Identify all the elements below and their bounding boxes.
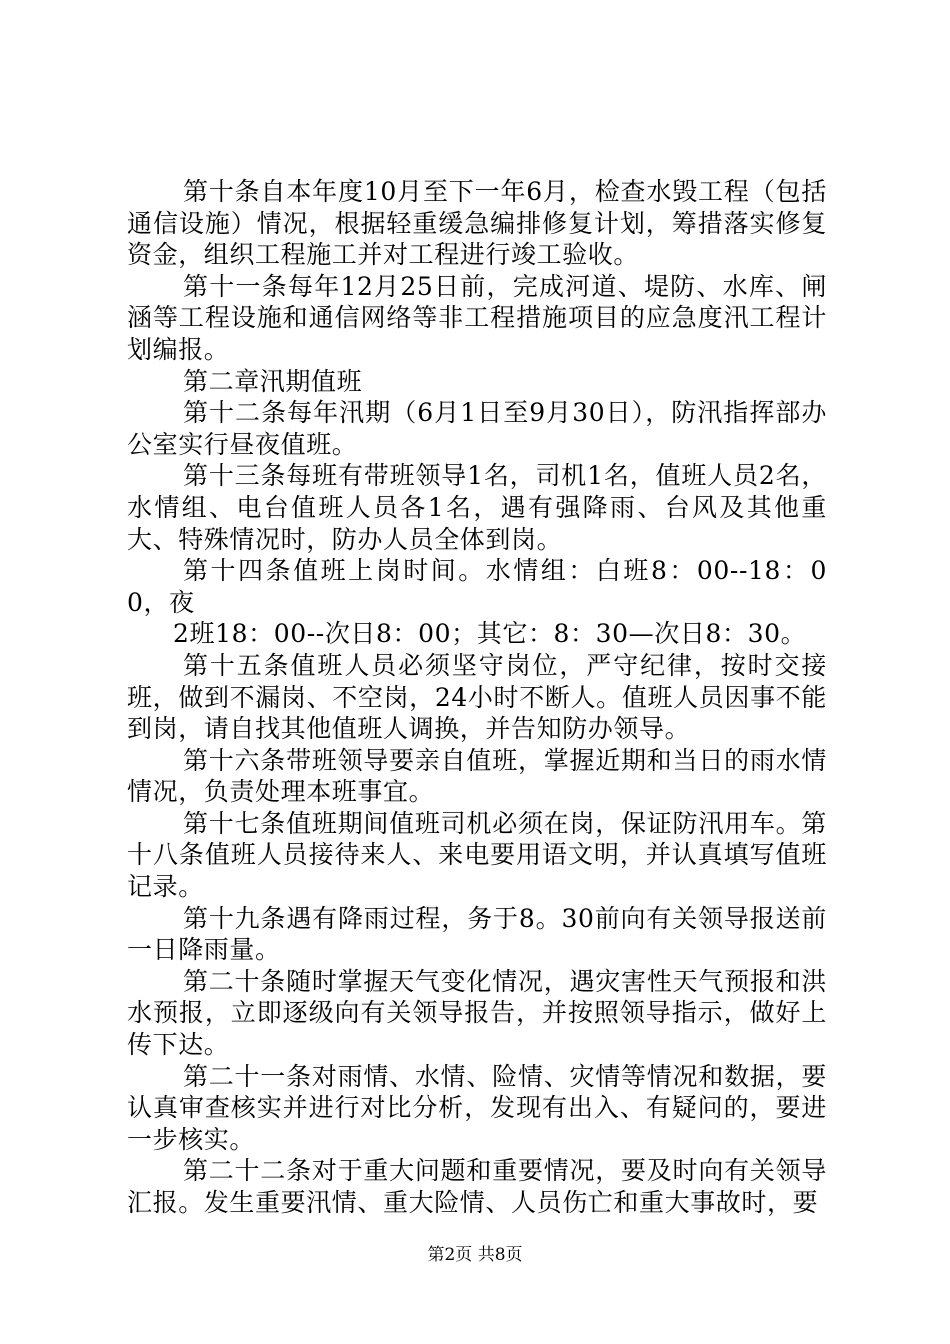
paragraph-article-11: 第十一条每年12月25日前，完成河道、堤防、水库、闸涵等工程设施和通信网络等非工程措施项目的应急度汛工程计划编报。 <box>127 271 827 364</box>
paragraph-article-16: 第十六条带班领导要亲自值班，掌握近期和当日的雨水情情况，负责处理本班事宜。 <box>127 745 827 807</box>
paragraph-article-10: 第十条自本年度10月至下一年6月，检查水毁工程（包括通信设施）情况，根据轻重缓急编排修复计划，筹措落实修复资金，组织工程施工并对工程进行竣工验收。 <box>127 177 827 270</box>
paragraph-article-17-18: 第十七条值班期间值班司机必须在岗，保证防汛用车。第十八条值班人员接待来人、来电要用语文明，并认真填写值班记录。 <box>127 808 827 902</box>
document-body <box>127 176 827 1219</box>
paragraph-article-19: 第十九条遇有降雨过程，务于8。30前向有关领导报送前一日降雨量。 <box>127 903 827 965</box>
paragraph-article-21: 第二十一条对雨情、水情、险情、灾情等情况和数据，要认真审查核实并进行对比分析，发现有出入、有疑问的，要进一步核实。 <box>127 1061 827 1154</box>
paragraph-article-22: 第二十二条对于重大问题和重要情况，要及时向有关领导汇报。发生重要汛情、重大险情、人员伤亡和重大事故时，要 <box>127 1156 827 1217</box>
paragraph-article-13: 第十三条每班有带班领导1名，司机1名，值班人员2名，水情组、电台值班人员各1名，遇有强降雨、台风及其他重大、特殊情况时，防办人员全体到岗。 <box>127 461 827 554</box>
paragraph-article-14: 第十四条值班上岗时间。水情组：白班8：00--18：00，夜 <box>127 556 827 617</box>
paragraph-article-20: 第二十条随时掌握天气变化情况，遇灾害性天气预报和洪水预报，立即逐级向有关领导报告，并按照领导指示，做好上传下达。 <box>127 966 827 1060</box>
paragraph-article-14-continued: 2班18：00--次日8：00；其它：8：30—次日8：30。 <box>173 619 807 649</box>
chapter-heading: 第二章汛期值班 <box>183 366 363 396</box>
page-number-footer: 第2页 共8页 <box>427 1245 523 1265</box>
paragraph-article-12: 第十二条每年汛期（6月1日至9月30日），防汛指挥部办公室实行昼夜值班。 <box>127 398 827 459</box>
paragraph-article-15: 第十五条值班人员必须坚守岗位，严守纪律，按时交接班，做到不漏岗、不空岗，24小时不断人。值班人员因事不能到岗，请自找其他值班人调换，并告知防办领导。 <box>127 650 827 744</box>
